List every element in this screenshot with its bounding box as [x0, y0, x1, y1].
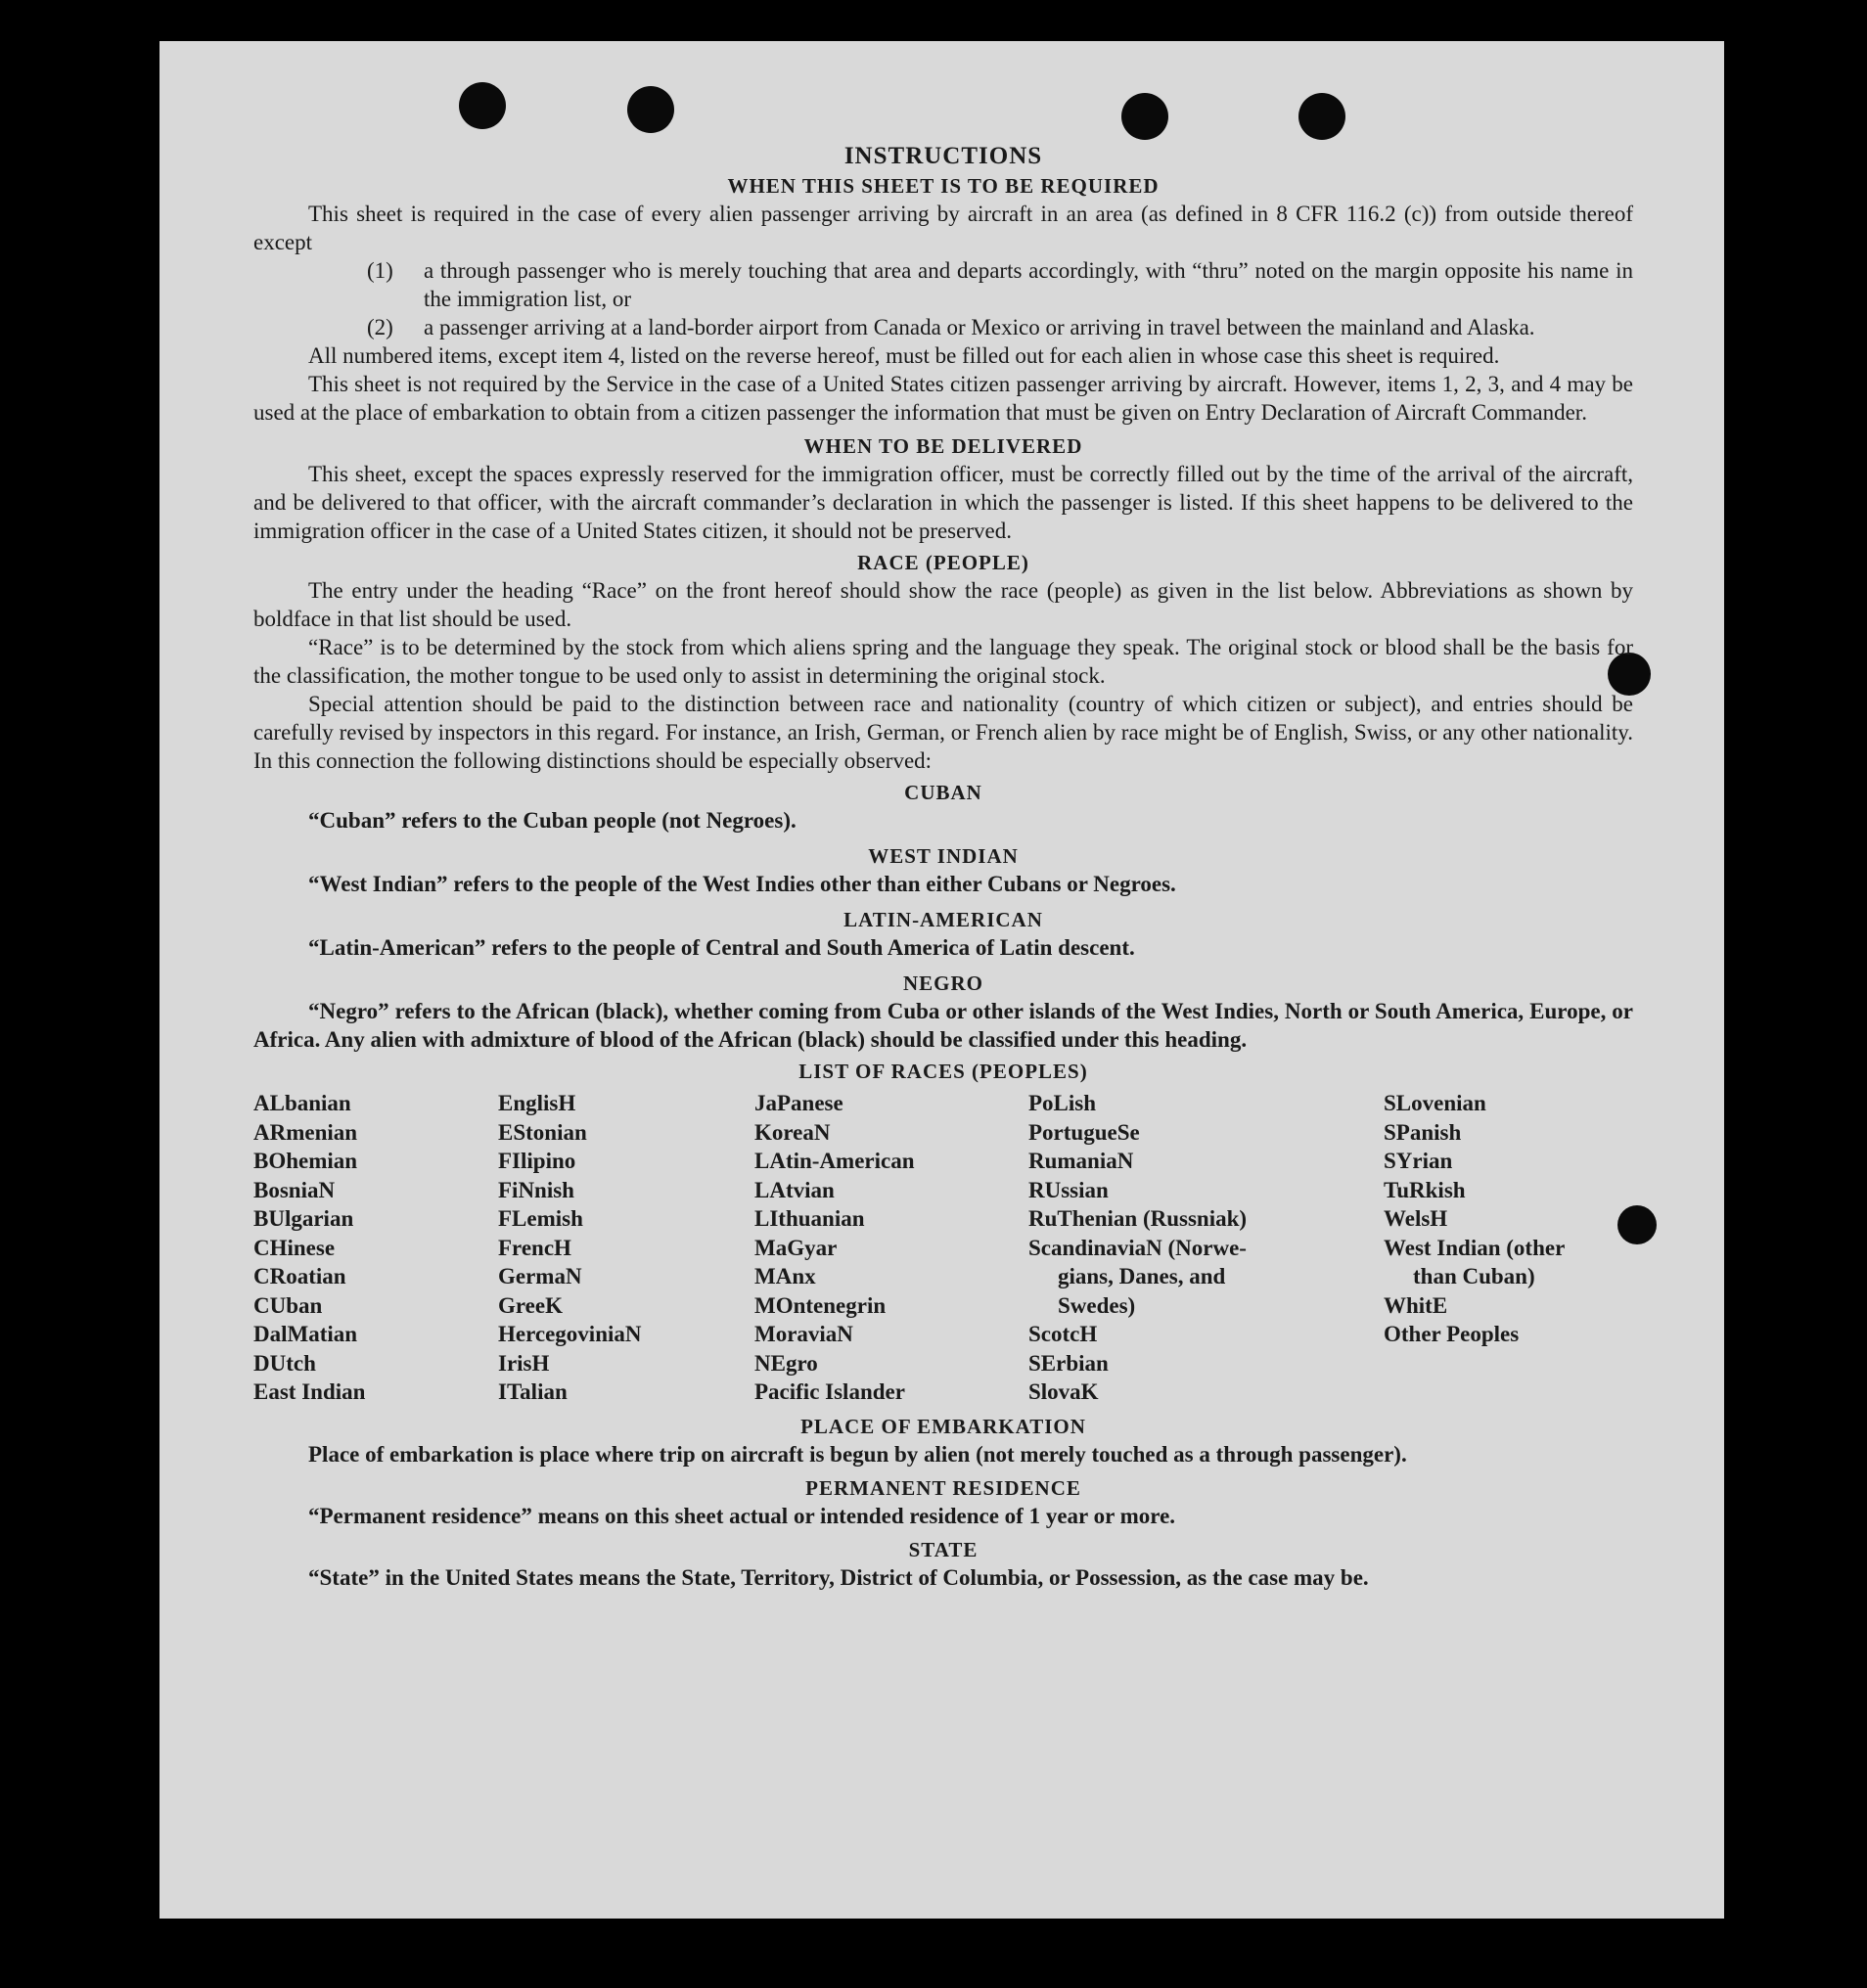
race-entry: ARmenian — [253, 1119, 358, 1145]
race-entry: ITalian — [498, 1379, 568, 1404]
race-entry: RuThenian (Russniak) — [1028, 1206, 1248, 1231]
race-entry: JaPanese — [754, 1091, 843, 1115]
race-entry: WelsH — [1384, 1206, 1448, 1231]
paragraph: Place of embarkation is place where trip on aircraft is begun by alien (not merely touched as a through passenger). — [308, 1441, 1407, 1467]
race-entry: Other Peoples — [1384, 1322, 1520, 1346]
race-entry: TuRkish — [1384, 1177, 1466, 1202]
race-entry: GreeK — [498, 1292, 563, 1318]
races-column — [498, 1089, 754, 1407]
race-entry: CHinese — [253, 1235, 336, 1260]
paragraph: “Cuban” refers to the Cuban people (not Negroes). — [308, 808, 797, 833]
section-heading: PLACE OF EMBARKATION — [800, 1414, 1086, 1438]
race-entry: BOhemian — [253, 1149, 358, 1173]
races-column — [1028, 1089, 1384, 1407]
list-item — [253, 256, 1633, 313]
race-entry: SErbian — [1028, 1350, 1109, 1376]
race-entry: DUtch — [253, 1350, 316, 1376]
item-number: (1) — [367, 258, 393, 283]
race-entry: gians, Danes, and — [1058, 1264, 1226, 1288]
paragraph: This sheet, except the spaces expressly reserved for the immigration officer, must be correctly filled out by the time of the arrival of the aircraft, and be delivered to that officer, with the aircraft commander’s declaration in which the passenger is listed. If this sheet happens to be delivered to the immigration officer in the case of a United States citizen, it should not be preserved. — [253, 462, 1633, 543]
race-entry: SLovenian — [1384, 1091, 1486, 1115]
section-heading: PERMANENT RESIDENCE — [805, 1475, 1081, 1500]
punch-hole — [1121, 93, 1168, 140]
race-entry: BUlgarian — [253, 1206, 354, 1231]
races-list — [253, 1089, 1633, 1407]
punch-hole — [627, 86, 674, 133]
section-heading: LATIN-AMERICAN — [843, 908, 1043, 931]
race-entry: MAnx — [754, 1264, 816, 1288]
race-entry: SYrian — [1384, 1149, 1453, 1173]
list-item — [253, 313, 1633, 341]
race-entry: LAtvian — [754, 1177, 835, 1202]
paragraph: “Race” is to be determined by the stock from which aliens spring and the language they speak. The original stock or blood shall be the basis for the classification, the mother tongue to be used only to assist in determining the original stock. — [253, 635, 1633, 688]
race-entry: MaGyar — [754, 1235, 838, 1260]
race-entry: Pacific Islander — [754, 1379, 905, 1404]
section-heading: CUBAN — [904, 781, 982, 804]
race-entry: than Cuban) — [1413, 1264, 1535, 1288]
race-entry: PoLish — [1028, 1091, 1097, 1115]
paragraph: “Negro” refers to the African (black), whether coming from Cuba or other islands of the West Indies, North or South America, Europe, or Africa. Any alien with admixture of blood of the African (black) should be classified under this heading. — [253, 999, 1633, 1052]
section-heading: WHEN TO BE DELIVERED — [803, 434, 1083, 458]
section-heading: NEGRO — [902, 971, 983, 995]
race-entry: CRoatian — [253, 1264, 346, 1288]
race-entry: SlovaK — [1028, 1379, 1099, 1404]
section-heading: LIST OF RACES (PEOPLES) — [798, 1060, 1088, 1083]
race-entry: PortugueSe — [1028, 1119, 1140, 1145]
race-entry: FLemish — [498, 1206, 583, 1231]
races-column — [253, 1089, 498, 1407]
paragraph: The entry under the heading “Race” on the front hereof should show the race (people) as given in the list below. Abbreviations as shown by boldface in that list should be used. — [253, 578, 1633, 631]
race-entry: WhitE — [1384, 1292, 1448, 1318]
section-heading: RACE (PEOPLE) — [857, 551, 1029, 574]
race-entry: DalMatian — [253, 1322, 358, 1346]
race-entry: KoreaN — [754, 1119, 831, 1145]
race-entry: ScandinaviaN (Norwe- — [1028, 1235, 1247, 1260]
item-number: (2) — [367, 315, 393, 339]
race-entry: MOntenegrin — [754, 1292, 887, 1318]
race-entry: LAtin-American — [754, 1149, 915, 1173]
section-heading: WHEN THIS SHEET IS TO BE REQUIRED — [727, 174, 1160, 198]
races-column — [1384, 1089, 1633, 1407]
race-entry: West Indian (other — [1384, 1235, 1566, 1260]
race-entry: FIlipino — [498, 1149, 576, 1173]
race-entry: FrencH — [498, 1235, 571, 1260]
race-entry: HercegoviniaN — [498, 1322, 642, 1346]
race-entry: RUssian — [1028, 1177, 1109, 1202]
item-text: a passenger arriving at a land-border airport from Canada or Mexico or arriving in travel between the mainland and Alaska. — [424, 315, 1535, 339]
races-column — [754, 1089, 1028, 1407]
paragraph: This sheet is required in the case of every alien passenger arriving by aircraft in an area (as defined in 8 CFR 116.2 (c)) from outside thereof except — [253, 202, 1633, 254]
race-entry: RumaniaN — [1028, 1149, 1134, 1173]
race-entry: ScotcH — [1028, 1322, 1098, 1346]
punch-hole — [1298, 93, 1345, 140]
race-entry: IrisH — [498, 1350, 550, 1376]
race-entry: CUban — [253, 1292, 323, 1318]
race-entry: SPanish — [1384, 1119, 1462, 1145]
section-heading: WEST INDIAN — [868, 844, 1019, 868]
race-entry: LIthuanian — [754, 1206, 865, 1231]
paragraph: “State” in the United States means the State, Territory, District of Columbia, or Possession, as the case may be. — [308, 1564, 1369, 1590]
document-page — [159, 41, 1724, 1919]
race-entry: FiNnish — [498, 1177, 574, 1202]
race-entry: Swedes) — [1058, 1292, 1136, 1318]
paragraph: “Permanent residence” means on this sheet actual or intended residence of 1 year or more. — [308, 1503, 1176, 1528]
page-title: INSTRUCTIONS — [843, 143, 1043, 169]
paragraph: This sheet is not required by the Service in the case of a United States citizen passenger arriving by aircraft. However, items 1, 2, 3, and 4 may be used at the place of embarkation to obtain from a citizen passenger the information that must be given on Entry Declaration of Aircraft Commander. — [253, 372, 1633, 425]
race-entry: ALbanian — [253, 1091, 351, 1115]
race-entry: East Indian — [253, 1379, 366, 1404]
paragraph: “Latin-American” refers to the people of Central and South America of Latin descent. — [308, 935, 1135, 960]
paragraph: Special attention should be paid to the distinction between race and nationality (country of which citizen or subject), and entries should be carefully revised by inspectors in this regard. For instance, an Irish, German, or French alien by race might be of English, Swiss, or any other nationality. In this connection the following distinctions should be especially observed: — [253, 692, 1633, 773]
race-entry: BosniaN — [253, 1177, 336, 1202]
race-entry: NEgro — [754, 1350, 818, 1376]
race-entry: GermaN — [498, 1264, 582, 1288]
section-heading: STATE — [908, 1537, 979, 1561]
instructions-content — [253, 143, 1633, 1592]
item-text: a through passenger who is merely touching that area and departs accordingly, with “thru” noted on the margin opposite his name in the immigration list, or — [424, 258, 1633, 311]
race-entry: MoraviaN — [754, 1322, 853, 1346]
race-entry: EnglisH — [498, 1091, 576, 1115]
paragraph: All numbered items, except item 4, listed on the reverse hereof, must be filled out for each alien in whose case this sheet is required. — [308, 343, 1500, 368]
paragraph: “West Indian” refers to the people of the West Indies other than either Cubans or Negroes. — [308, 872, 1176, 896]
punch-hole — [459, 82, 506, 129]
race-entry: EStonian — [498, 1119, 587, 1145]
